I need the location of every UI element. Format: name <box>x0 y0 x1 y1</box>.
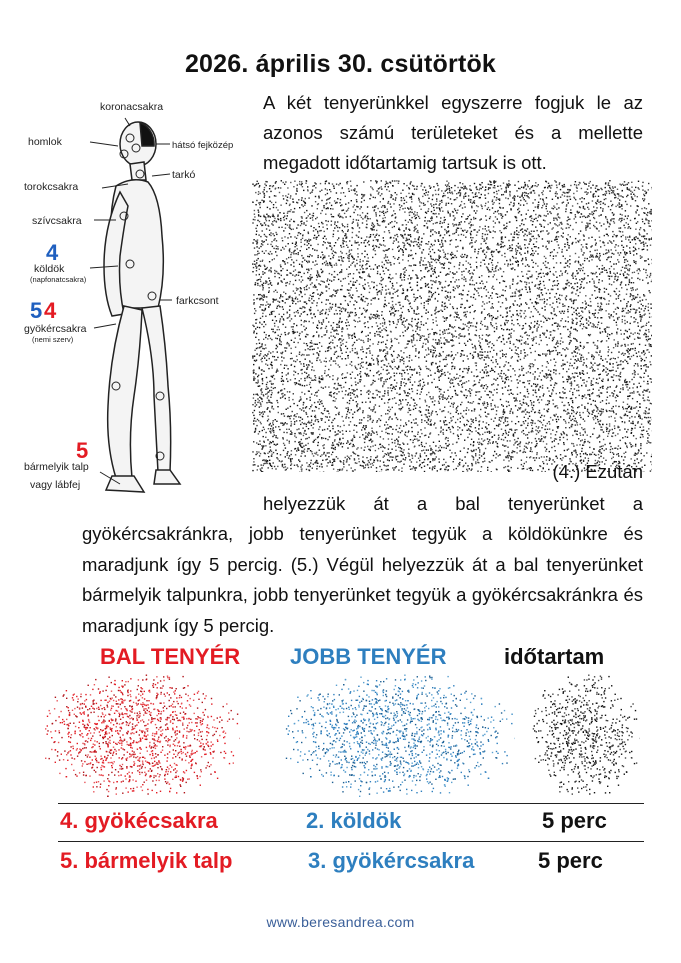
figure-number-5-blue: 5 <box>30 298 43 323</box>
label-hatso-fejkozep: hátsó fejközép <box>172 140 234 151</box>
body-figure-illustration <box>20 96 245 516</box>
row-1-right: 5 perc <box>542 808 607 833</box>
continuation-line-2: helyezzük át a bal tenyerünket a <box>263 493 643 514</box>
scrambled-left-palm-image <box>40 672 240 797</box>
continuation-line-1: (4.) Ezután <box>552 461 643 482</box>
header-right-palm: JOBB TENYÉR <box>290 644 447 669</box>
row-2-middle: 3. gyökércsakra <box>308 848 475 873</box>
label-koldok: köldök <box>34 263 65 275</box>
figure-number-4-red: 4 <box>44 298 57 323</box>
header-duration: időtartam <box>504 644 605 669</box>
scrambled-duration-image <box>530 672 640 797</box>
label-gyokercsakra-sub: (nemi szerv) <box>32 335 74 344</box>
label-torokcsakra: torokcsakra <box>24 181 79 193</box>
label-szivcsakra: szívcsakra <box>32 215 82 227</box>
scrambled-image-area <box>252 180 652 472</box>
label-barmelyik-talp: bármelyik talp <box>24 461 89 473</box>
label-koldok-sub: (napfonatcsakra) <box>30 275 87 284</box>
label-tarko: tarkó <box>172 169 196 181</box>
scrambled-right-palm-image <box>280 672 515 797</box>
label-farkcsont: farkcsont <box>176 295 219 307</box>
header-left-palm: BAL TENYÉR <box>100 644 241 669</box>
row-1-left: 4. gyökécsakra <box>60 808 218 833</box>
table-divider-top <box>58 803 644 804</box>
row-2-right: 5 perc <box>538 848 603 873</box>
page-title: 2026. április 30. csütörtök <box>184 50 497 78</box>
footer-website: www.beresandrea.com <box>266 914 415 930</box>
label-vagy-labfej: vagy lábfej <box>30 479 81 491</box>
label-homlok: homlok <box>28 136 62 148</box>
row-2-left: 5. bármelyik talp <box>60 848 233 873</box>
label-koronacsakra: koronacsakra <box>100 101 164 113</box>
label-gyokercsakra: gyökércsakra <box>24 323 87 335</box>
row-1-middle: 2. köldök <box>306 808 402 833</box>
instruction-paragraph: gyökércsakránkra, jobb tenyerünket tegyük a köldökünkre és maradjunk így 5 percig. (5.) Végül helyezzük át a bal tenyerünket bármelyik talpunkra, jobb tenyerünket tegyük a gyökércsakránkra és maradjunk így 5 percig. <box>82 523 643 636</box>
table-divider-middle <box>58 841 644 842</box>
intro-paragraph: A két tenyerünkkel egyszerre fogjuk le az azonos számú területeket és a mellette megadott időtartamig tartsuk is ott. <box>263 92 643 173</box>
figure-number-4-blue: 4 <box>46 240 59 265</box>
figure-number-5-red: 5 <box>76 438 89 463</box>
